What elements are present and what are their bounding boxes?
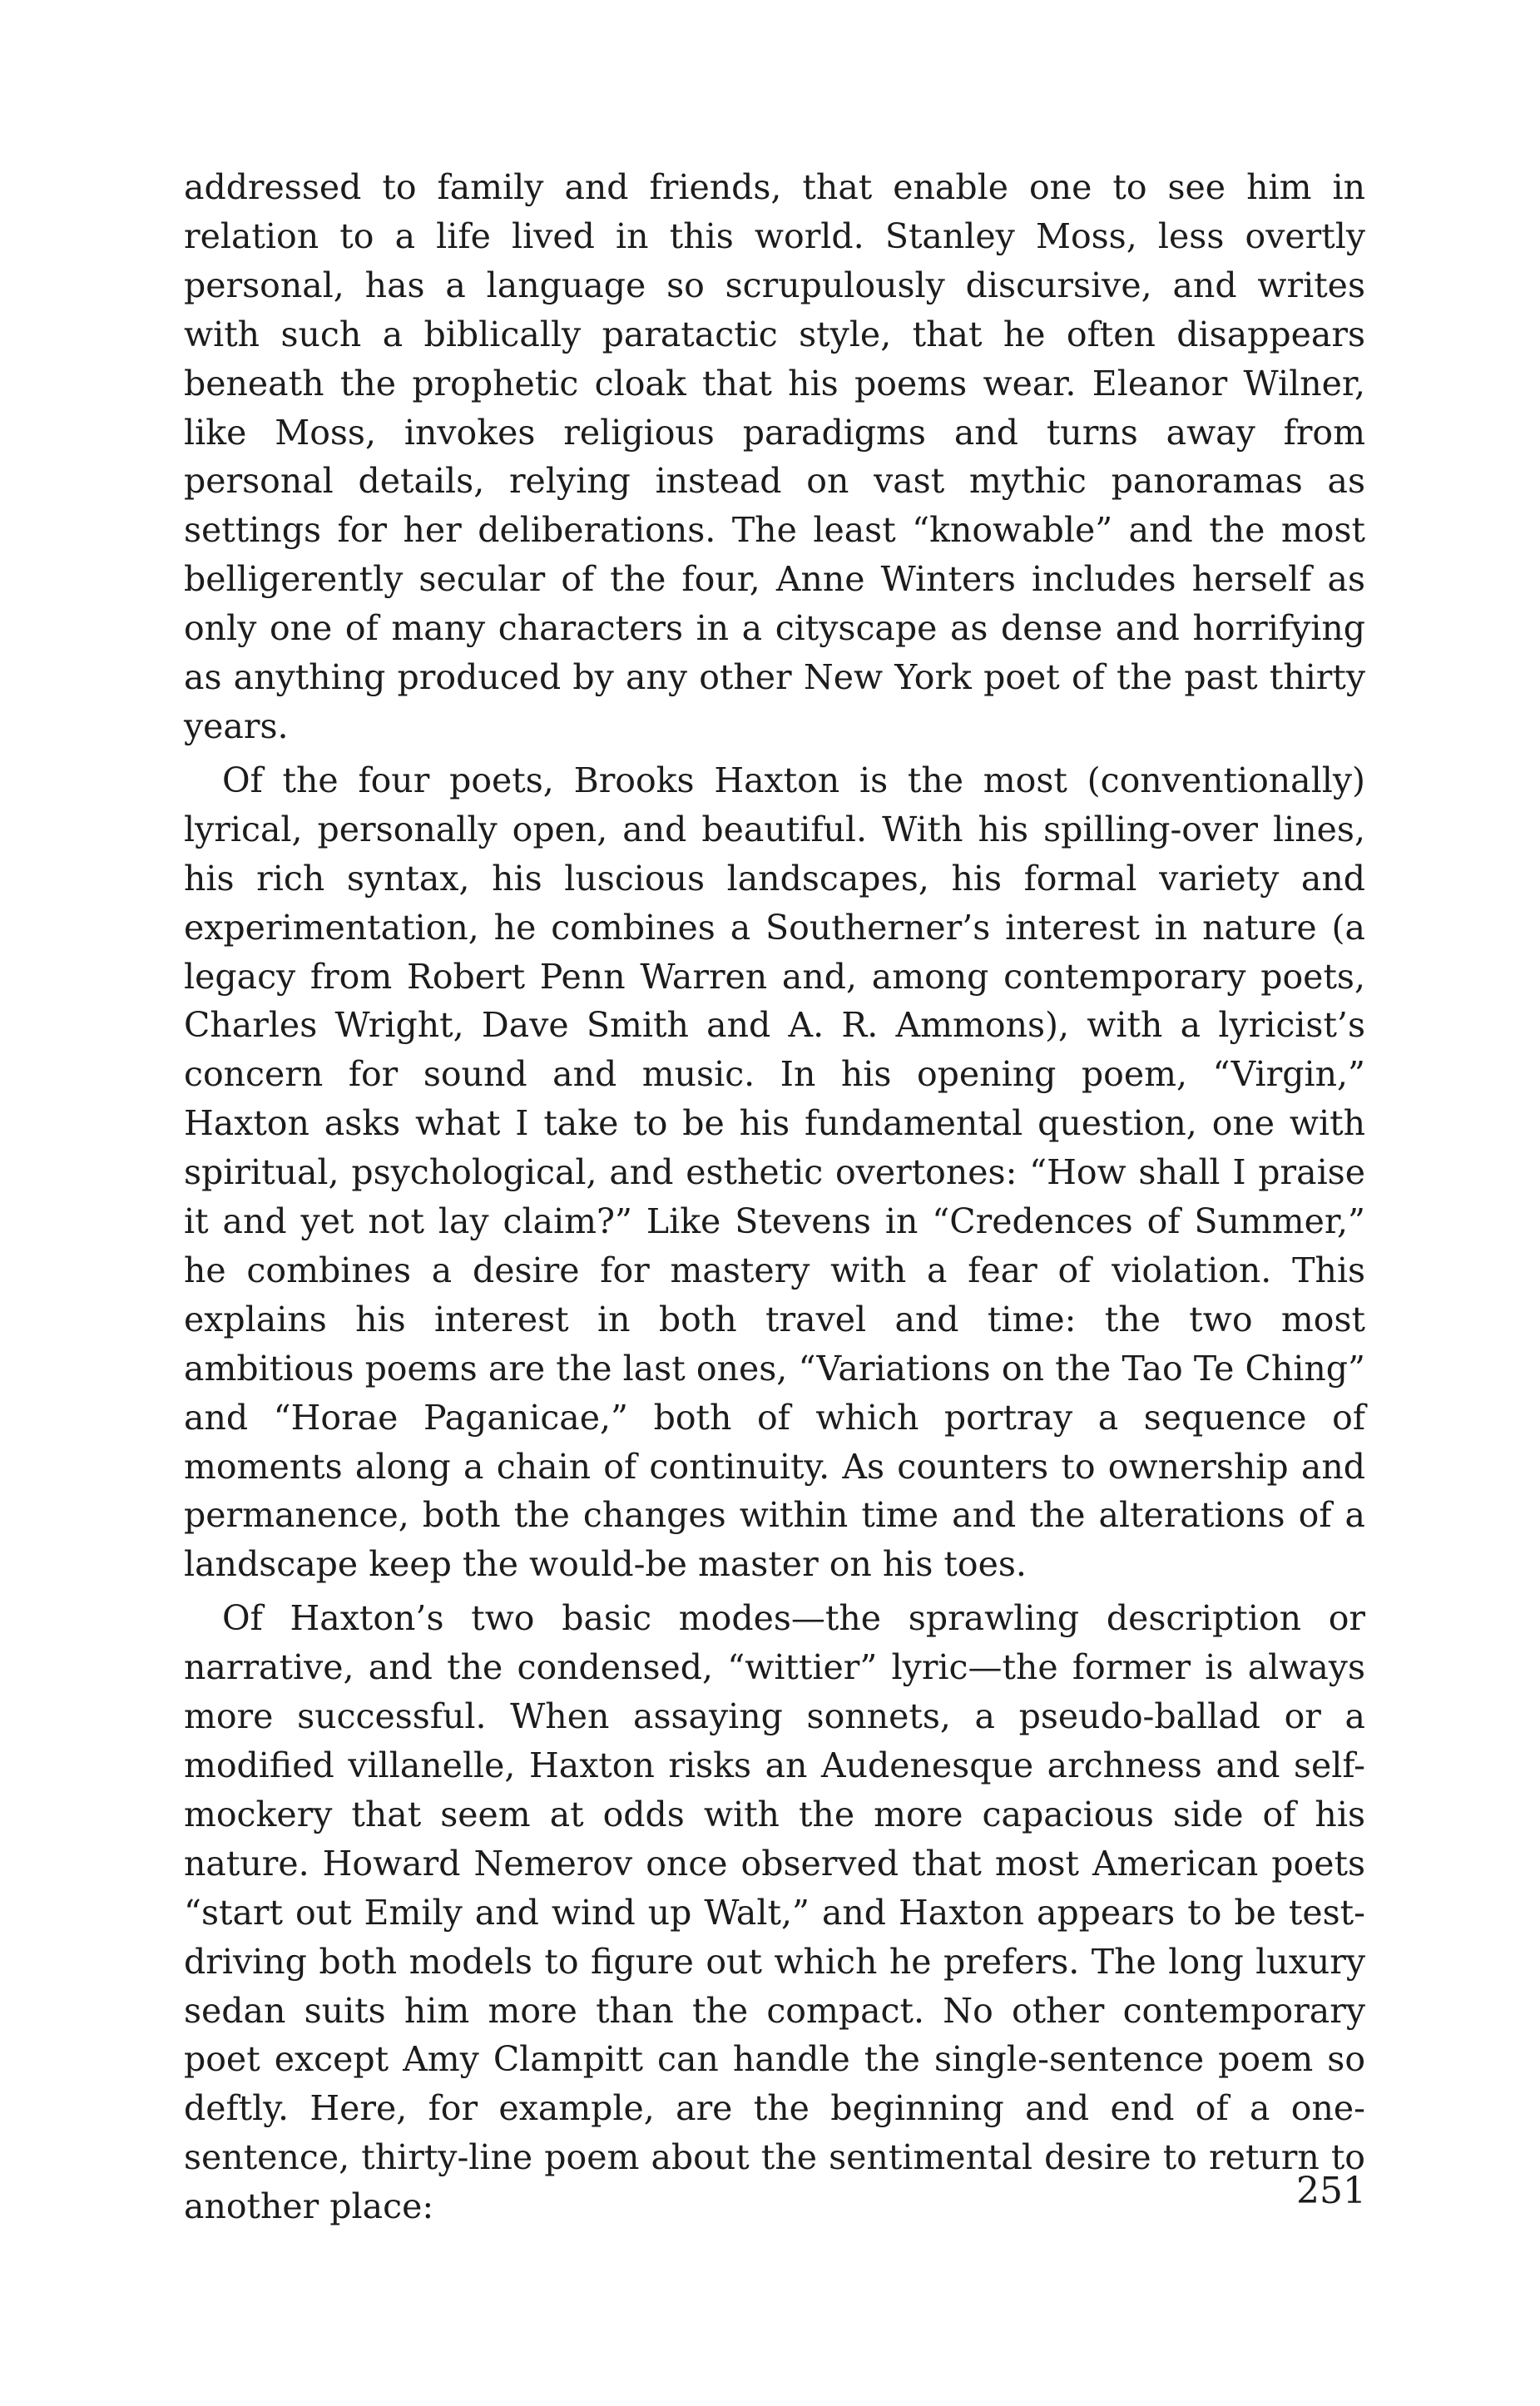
body-text xyxy=(184,163,1365,2236)
paragraph-1: addressed to family and friends, that enable one to see him in relation to a life lived in this world. Stanley Moss, less overtly personal, has a language so scrupulously discursive, and writes with such a biblically paratactic style, that he often disappears beneath the prophetic cloak that his poems wear. Eleanor Wilner, like Moss, invokes religious paradigms and turns away from personal details, relying instead on vast mythic panoramas as settings for her deliberations. The least “knowable” and the most belligerently secular of the four, Anne Winters includes herself as only one of many characters in a cityscape as dense and horrifying as anything produced by any other New York poet of the past thirty years. xyxy=(184,167,1365,746)
page-number: 251 xyxy=(1296,2170,1366,2212)
paragraph-3: Of Haxton’s two basic modes—the sprawling description or narrative, and the condensed, “wittier” lyric—the former is always more successful. When assaying sonnets, a pseudo-ballad or a modified villanelle, Haxton risks an Audenesque archness and self-mockery that seem at odds with the more capacious side of his nature. Howard Nemerov once observed that most American poets “start out Emily and wind up Walt,” and Haxton appears to be test-driving both models to figure out which he prefers. The long luxury sedan suits him more than the compact. No other contemporary poet except Amy Clampitt can handle the single-sentence poem so deftly. Here, for example, are the beginning and end of a one-sentence, thirty-line poem about the sentimental desire to return to another place: xyxy=(184,1598,1365,2227)
paragraph-2: Of the four poets, Brooks Haxton is the most (conventionally) lyrical, personally open, and beautiful. With his spilling-over lines, his rich syntax, his luscious landscapes, his formal variety and experimentation, he combines a Southerner’s interest in nature (a legacy from Robert Penn Warren and, among contemporary poets, Charles Wright, Dave Smith and A. R. Ammons), with a lyricist’s concern for sound and music. In his opening poem, “Virgin,” Haxton asks what I take to be his fundamental question, one with spiritual, psychological, and esthetic overtones: “How shall I praise it and yet not lay claim?” Like Stevens in “Credences of Summer,” he combines a desire for mastery with a fear of violation. This explains his interest in both travel and time: the two most ambitious poems are the last ones, “Variations on the Tao Te Ching” and “Horae Paganicae,” both of which portray a sequence of moments along a chain of continuity. As counters to ownership and permanence, both the changes within time and the alterations of a landscape keep the would-be master on his toes. xyxy=(184,760,1365,1585)
